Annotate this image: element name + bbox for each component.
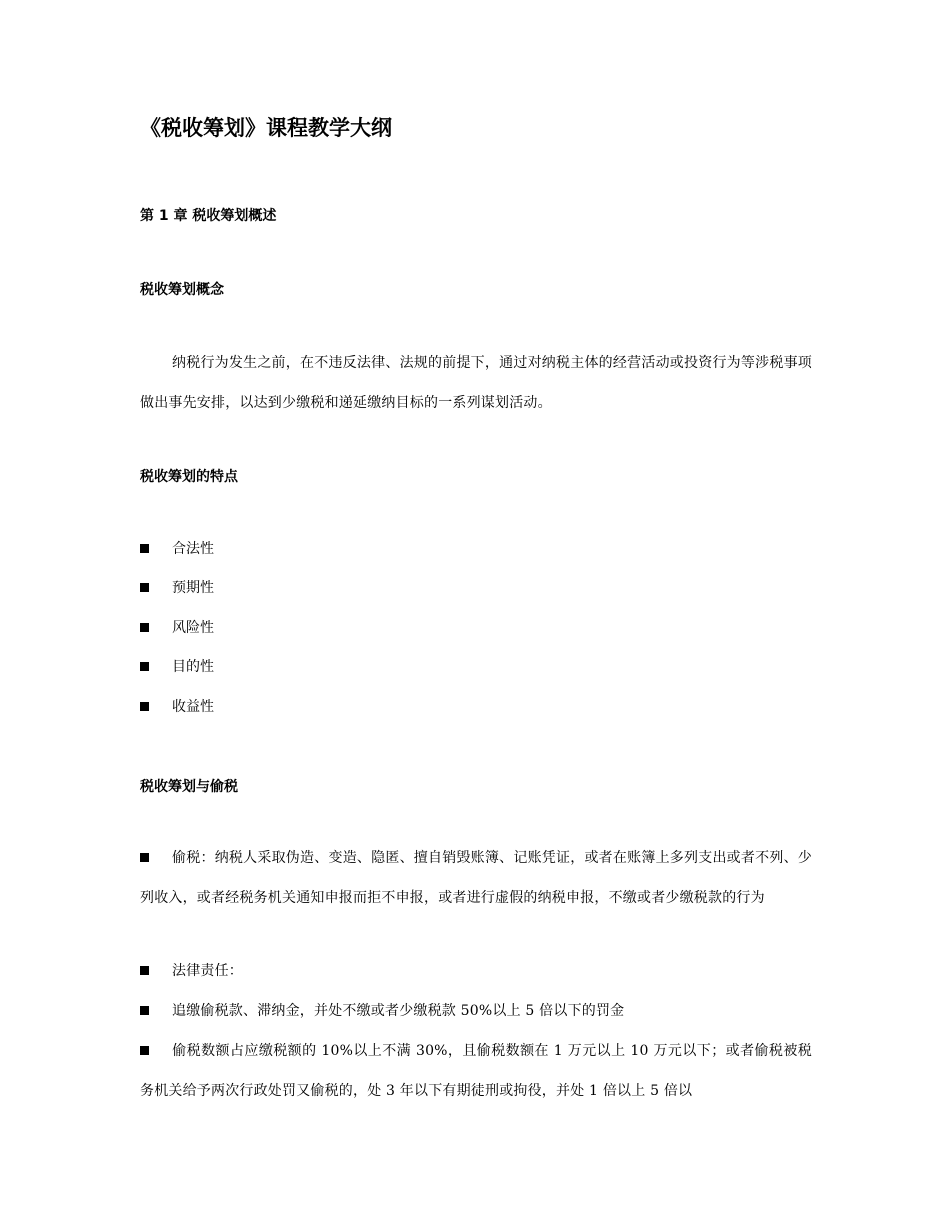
- penalty-text: 追缴偷税款、滞纳金，并处不缴或者少缴税款 50%以上 5 倍以下的罚金: [172, 1003, 625, 1019]
- section-heading-features: 税收筹划的特点: [140, 469, 238, 485]
- square-bullet-icon: [140, 623, 149, 632]
- section-heading-concept: 税收筹划概念: [140, 282, 224, 298]
- evasion-definition: 偷税：纳税人采取伪造、变造、隐匿、擅自销毁账簿、记账凭证，或者在账簿上多列支出或者不列、少列收入，或者经税务机关通知申报而拒不申报，或者进行虚假的纳税申报，不缴或者少缴税款的行为: [140, 850, 812, 906]
- square-bullet-icon: [140, 966, 149, 975]
- feature-label: 风险性: [172, 620, 214, 636]
- square-bullet-icon: [140, 583, 149, 592]
- feature-label: 预期性: [172, 580, 214, 596]
- feature-list-item: [140, 657, 214, 677]
- document-title: 《税收筹划》课程教学大纲: [140, 116, 392, 140]
- square-bullet-icon: [140, 702, 149, 711]
- evasion-list-item: [140, 951, 812, 991]
- chapter-heading: 第 1 章 税收筹划概述: [140, 208, 277, 224]
- evasion-list-item: [140, 1031, 812, 1111]
- feature-label: 目的性: [172, 659, 214, 675]
- square-bullet-icon: [140, 544, 149, 553]
- square-bullet-icon: [140, 662, 149, 671]
- square-bullet-icon: [140, 853, 149, 862]
- square-bullet-icon: [140, 1046, 149, 1055]
- square-bullet-icon: [140, 1006, 149, 1015]
- feature-list-item: [140, 578, 214, 598]
- feature-list-item: [140, 539, 214, 559]
- feature-list-item: [140, 618, 214, 638]
- feature-label: 收益性: [172, 699, 214, 715]
- criminal-penalty-text: 偷税数额占应缴税额的 10%以上不满 30%，且偷税数额在 1 万元以上 10 万元以下；或者偷税被税务机关给予两次行政处罚又偷税的，处 3 年以下有期徒刑或拘役，并处 1 倍以上 5 倍以: [140, 1043, 812, 1099]
- section-heading-evasion: 税收筹划与偷税: [140, 779, 238, 795]
- feature-list-item: [140, 697, 214, 717]
- feature-label: 合法性: [172, 541, 214, 557]
- legal-liability-label: 法律责任：: [172, 963, 243, 979]
- concept-paragraph: 纳税行为发生之前，在不违反法律、法规的前提下，通过对纳税主体的经营活动或投资行为等涉税事项做出事先安排，以达到少缴税和递延缴纳目标的一系列谋划活动。: [140, 355, 812, 411]
- evasion-list-item: [140, 991, 812, 1031]
- evasion-list-item: [140, 838, 812, 918]
